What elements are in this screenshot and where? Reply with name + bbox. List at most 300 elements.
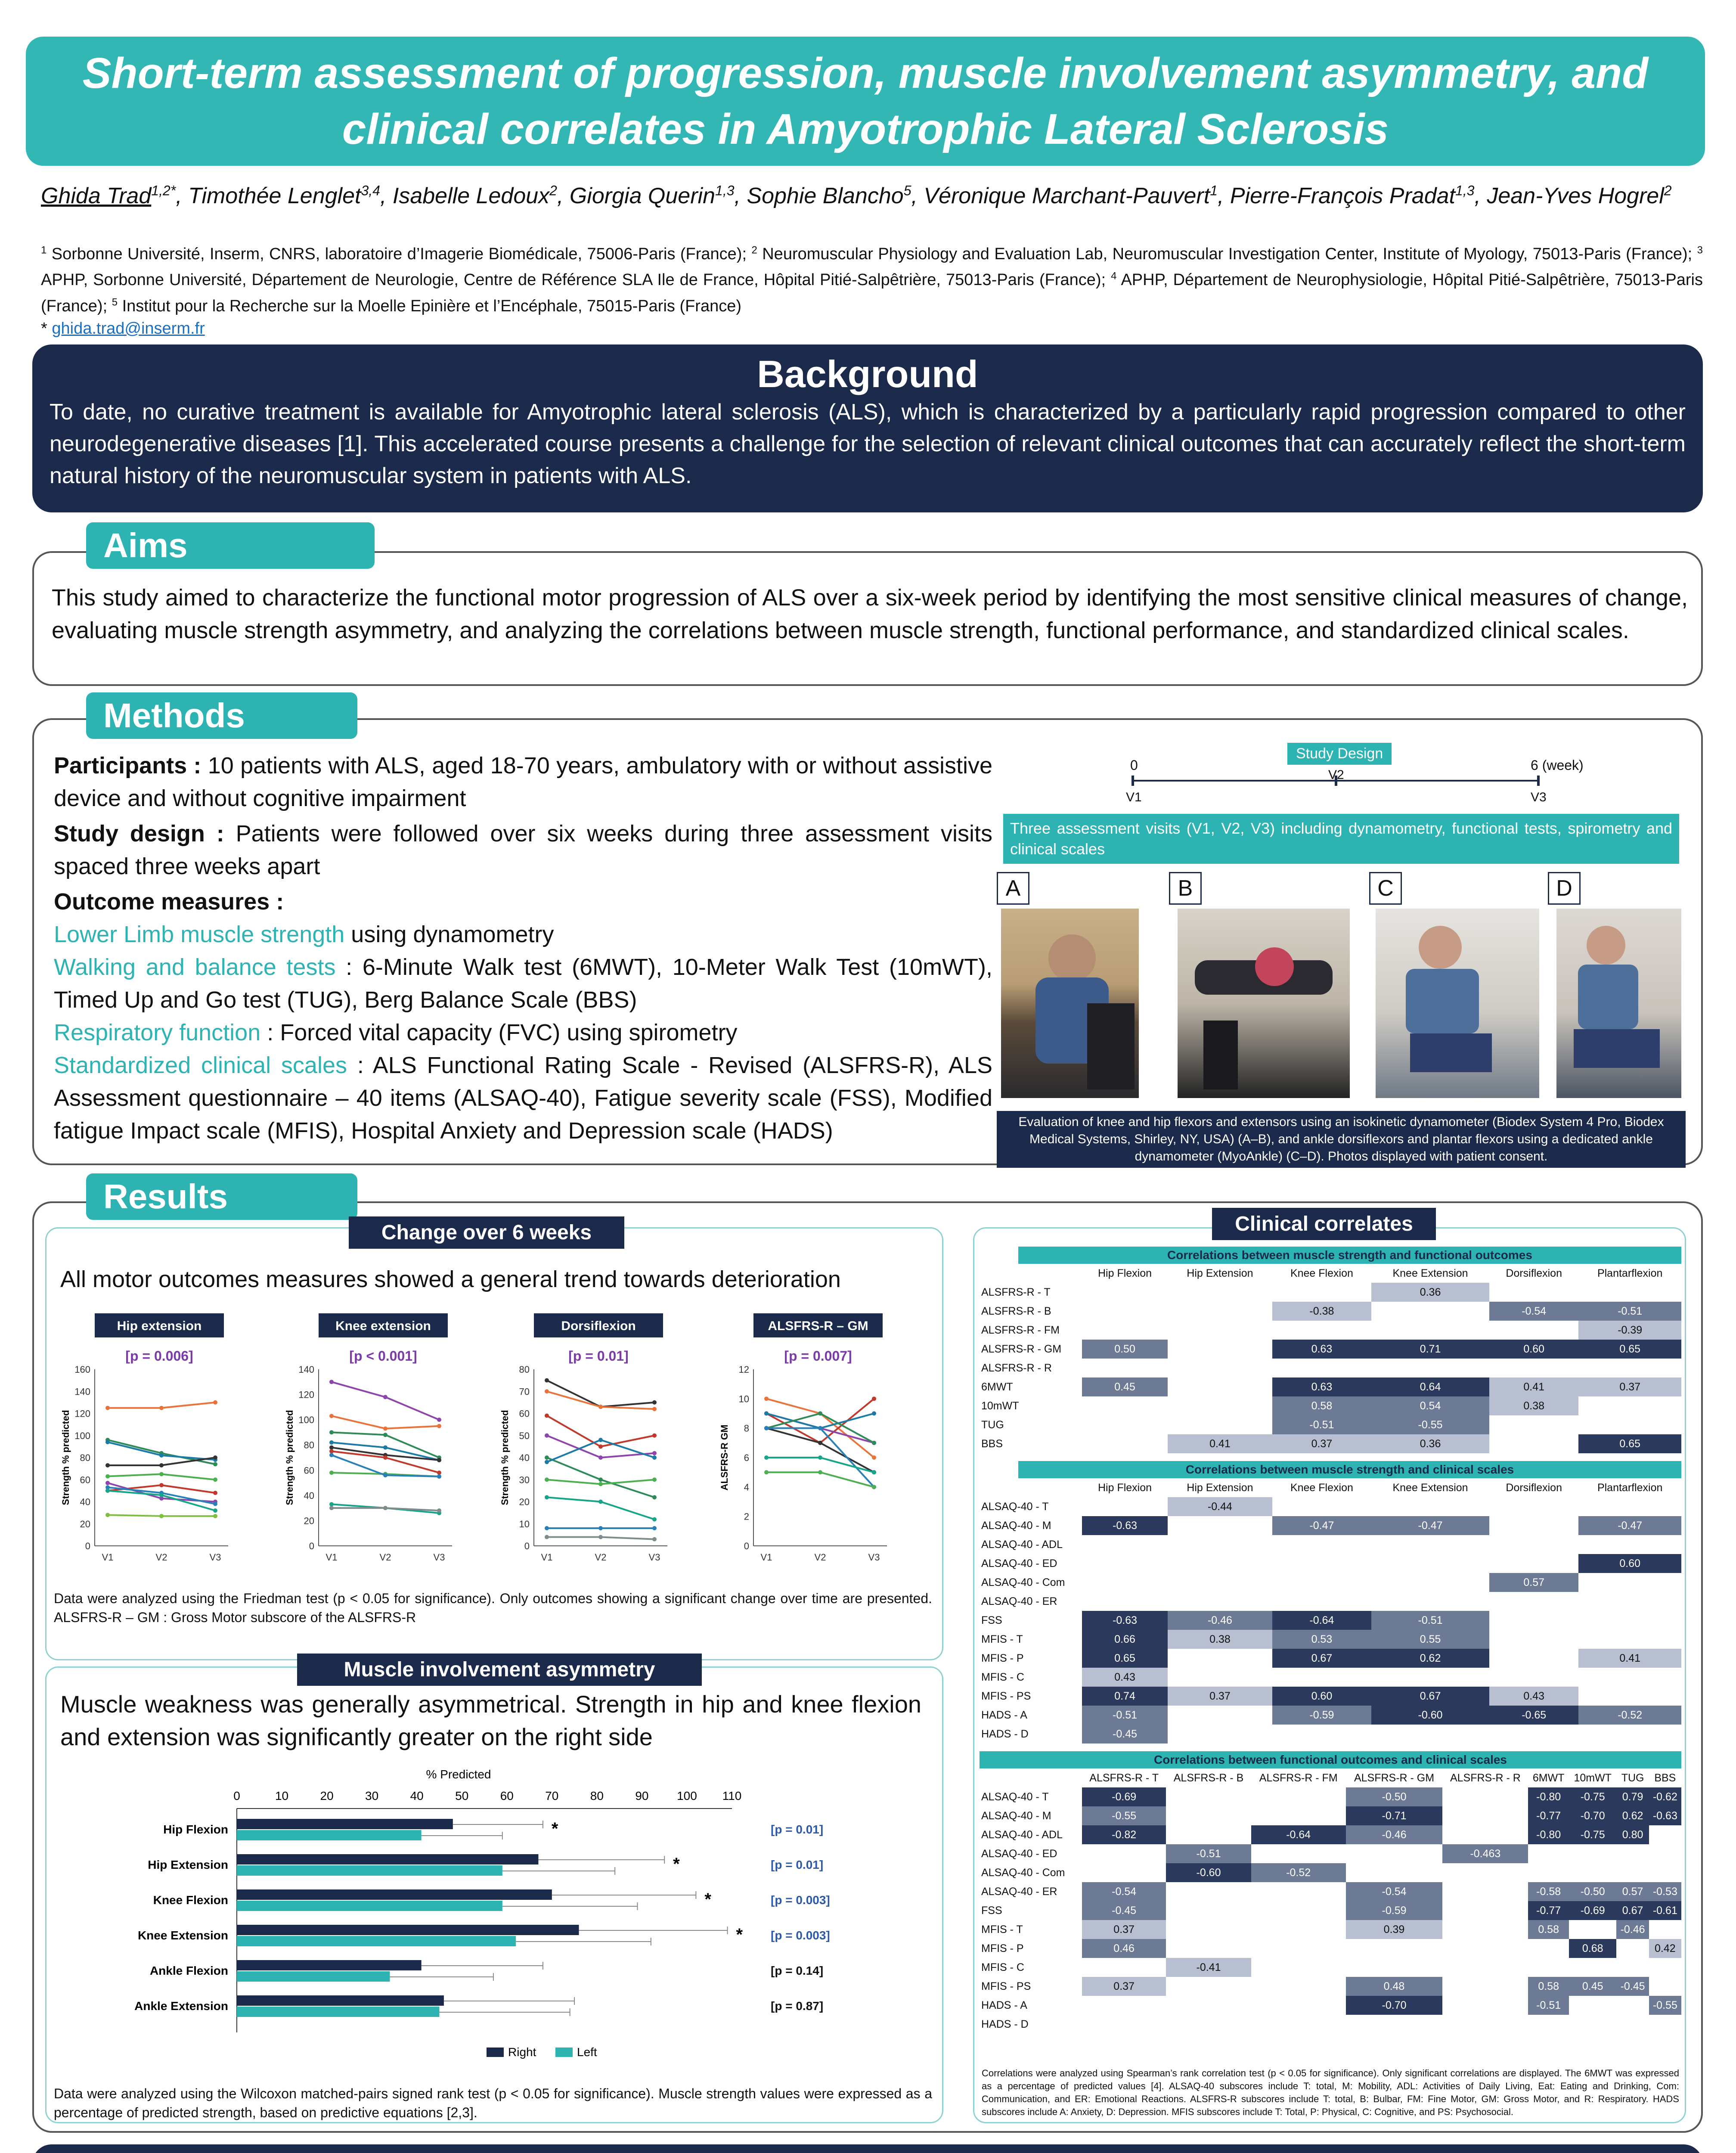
corr-col-header: Plantarflexion xyxy=(1597,1267,1663,1279)
data-point xyxy=(545,1495,549,1499)
change-text: All motor outcomes measures showed a general trend towards deterioration xyxy=(60,1266,841,1292)
email-link[interactable]: ghida.trad@inserm.fr xyxy=(52,320,205,338)
corr-cell xyxy=(1251,1844,1346,1863)
corr-row-label: HADS - D xyxy=(981,2018,1029,2030)
corr-cell: 0.46 xyxy=(1082,1939,1166,1958)
x-tick-label: V1 xyxy=(541,1552,553,1563)
corr-col-header: 10mWT xyxy=(1574,1771,1612,1784)
corr-cell xyxy=(1578,1283,1681,1302)
x-tick-label: 30 xyxy=(365,1789,379,1802)
corr-row-label: ALSFRS-R - GM xyxy=(981,1343,1062,1355)
corr-cell xyxy=(1616,2015,1649,2034)
corr-cell xyxy=(1082,1554,1168,1573)
corr-cell: 0.45 xyxy=(1082,1377,1168,1396)
corr-row xyxy=(980,1977,1681,1996)
corr-row-label: ALSAQ-40 - ADL xyxy=(981,1828,1063,1841)
corr-cell: 0.60 xyxy=(1489,1340,1578,1359)
corr-col-header: Dorsiflexion xyxy=(1506,1267,1562,1279)
corr-cell xyxy=(1569,1920,1617,1939)
corr-cell xyxy=(1168,1302,1272,1321)
corr-row xyxy=(980,1920,1681,1939)
corr-row-label: MFIS - T xyxy=(981,1633,1023,1645)
corr-cell: -0.54 xyxy=(1489,1302,1578,1321)
corr-cell: -0.46 xyxy=(1168,1611,1272,1630)
p-value: [p = 0.003] xyxy=(771,1893,830,1907)
data-point xyxy=(383,1446,388,1450)
corr-cell: -0.52 xyxy=(1578,1706,1681,1725)
data-point xyxy=(159,1493,164,1497)
corr-cell xyxy=(1168,1283,1272,1302)
corr-cell xyxy=(1168,1535,1272,1554)
series-line xyxy=(766,1472,874,1487)
outcome-item: Walking and balance tests : 6-Minute Walk test (6MWT), 10-Meter Walk Test (10mWT), Timed Up and Go test (TUG), Berg Balance Scale (BBS) xyxy=(54,954,992,1013)
corr-cell: -0.54 xyxy=(1082,1882,1166,1901)
corr-cell xyxy=(1251,1787,1346,1806)
data-point xyxy=(213,1491,217,1495)
bar xyxy=(237,1925,579,1935)
corr-cell: 0.79 xyxy=(1616,1787,1649,1806)
corr-cell xyxy=(1346,1939,1443,1958)
legend-swatch xyxy=(555,2048,573,2057)
data-point xyxy=(545,1477,549,1482)
x-tick-label: 100 xyxy=(677,1789,697,1802)
corr-row xyxy=(980,1787,1681,1806)
x-tick-label: 70 xyxy=(545,1789,559,1802)
corr-cell xyxy=(1168,1321,1272,1340)
visit-v3: V3 xyxy=(1531,790,1547,804)
corr-cell xyxy=(1168,1573,1272,1592)
methods-heading: Methods xyxy=(86,692,357,739)
corr-cell: -0.51 xyxy=(1272,1415,1371,1434)
corr-row-label: ALSFRS-R - R xyxy=(981,1362,1052,1374)
data-point xyxy=(159,1472,164,1476)
y-tick-label: 60 xyxy=(80,1474,90,1486)
author: Véronique Marchant-Pauvert$^1$, xyxy=(924,183,1230,209)
corr-cell xyxy=(1442,1996,1528,2015)
corr-cell: -0.69 xyxy=(1082,1787,1166,1806)
data-point xyxy=(818,1441,822,1445)
x-tick-label: V3 xyxy=(868,1552,880,1563)
y-tick-label: 4 xyxy=(744,1482,749,1493)
background-text: To date, no curative treatment is available for Amyotrophic lateral sclerosis (ALS), which is characterized by a particularly rapid progression compared to other neurodegenerative diseases [1]. This accelerated course presents a challenge for the selection of relevant clinical outcomes that can accurately reflect the short-term natural history of the neuromuscular system in patients with ALS. xyxy=(50,400,1686,488)
corr-col-header: Hip Extension xyxy=(1187,1267,1253,1279)
corr-cell xyxy=(1346,1844,1443,1863)
chart-title: Dorsiflexion xyxy=(561,1319,636,1333)
asym-bar-svg xyxy=(56,1765,939,2075)
data-point xyxy=(652,1526,657,1530)
corr-cell xyxy=(1528,1958,1569,1977)
corr-cell: -0.463 xyxy=(1442,1844,1528,1863)
bar xyxy=(237,1960,422,1970)
author: Giorgia Querin$^{1,3}$, xyxy=(569,183,747,209)
aims-heading: Aims xyxy=(86,522,375,569)
x-tick-label: 20 xyxy=(320,1789,334,1802)
corr-row xyxy=(980,1434,1681,1453)
corr-row-label: ALSAQ-40 - T xyxy=(981,1790,1049,1803)
data-point xyxy=(329,1446,334,1450)
chart-pvalue: [p < 0.001] xyxy=(349,1348,417,1364)
email-star: * xyxy=(41,320,47,338)
bar xyxy=(237,1819,453,1829)
corr-cell: -0.80 xyxy=(1528,1825,1569,1844)
corr-cell xyxy=(1082,1573,1168,1592)
corr-cell xyxy=(1251,1939,1346,1958)
significance-star: * xyxy=(673,1855,680,1874)
y-tick-label: 40 xyxy=(519,1452,530,1463)
corr-row xyxy=(980,1668,1681,1687)
corr-cell xyxy=(1489,1497,1578,1516)
y-tick-label: 120 xyxy=(298,1389,314,1400)
line-chart xyxy=(499,1313,667,1563)
category-label: Ankle Extension xyxy=(134,1999,228,2013)
corr-cell: -0.60 xyxy=(1166,1863,1251,1882)
corr-cell: -0.45 xyxy=(1616,1977,1649,1996)
corr-cell xyxy=(1166,1939,1251,1958)
corr-table xyxy=(980,1478,1681,1743)
data-point xyxy=(213,1508,217,1513)
y-tick-label: 80 xyxy=(80,1452,90,1463)
bar xyxy=(237,1901,502,1911)
results-heading: Results xyxy=(86,1173,357,1220)
corr-cell xyxy=(1082,1396,1168,1415)
corr-cell: 0.58 xyxy=(1528,1977,1569,1996)
corr-cell: 0.41 xyxy=(1168,1434,1272,1453)
corr-cell: -0.63 xyxy=(1649,1806,1681,1825)
corr-cell xyxy=(1442,1787,1528,1806)
data-point xyxy=(545,1460,549,1464)
corr-row-label: ALSAQ-40 - M xyxy=(981,1519,1051,1532)
corr-table xyxy=(980,1768,1681,2034)
corr-row-label: MFIS - PS xyxy=(981,1690,1031,1702)
data-point xyxy=(213,1514,217,1518)
data-point xyxy=(652,1400,657,1405)
corr-cell xyxy=(1168,1516,1272,1535)
data-point xyxy=(437,1418,441,1422)
corr-cell: -0.53 xyxy=(1649,1882,1681,1901)
y-tick-label: 160 xyxy=(74,1364,90,1375)
data-point xyxy=(105,1474,110,1479)
corr-cell xyxy=(1649,1863,1681,1882)
data-point xyxy=(545,1535,549,1539)
x-tick-label: 90 xyxy=(635,1789,649,1802)
corr-cell xyxy=(1578,1668,1681,1687)
corr-cell: -0.51 xyxy=(1166,1844,1251,1863)
category-label: Hip Flexion xyxy=(163,1823,228,1836)
author: Sophie Blancho$^5$, xyxy=(747,183,924,209)
author: Jean-Yves Hogrel$^2$ xyxy=(1487,183,1672,209)
corr-row xyxy=(980,1535,1681,1554)
y-tick-label: 50 xyxy=(519,1430,530,1441)
participants xyxy=(54,749,992,815)
visit-v1: V1 xyxy=(1126,790,1142,804)
corr-cell xyxy=(1528,1844,1569,1863)
data-point xyxy=(872,1470,876,1474)
data-point xyxy=(105,1463,110,1467)
corr-row-label: HADS - A xyxy=(981,1709,1027,1721)
series-line xyxy=(547,1381,654,1407)
corr-cell: -0.51 xyxy=(1578,1302,1681,1321)
visits-caption: Three assessment visits (V1, V2, V3) including dynamometry, functional tests, spirometry and clinical scales xyxy=(1003,814,1679,864)
data-point xyxy=(545,1455,549,1460)
corr-cell: -0.63 xyxy=(1082,1516,1168,1535)
corr-cell xyxy=(1166,1996,1251,2015)
corr-row xyxy=(980,1958,1681,1977)
corr-cell xyxy=(1569,1996,1617,2015)
corr-row xyxy=(980,1901,1681,1920)
correlation-tables xyxy=(980,1247,1681,2041)
data-point xyxy=(872,1412,876,1416)
data-point xyxy=(213,1455,217,1460)
corr-cell xyxy=(1489,1611,1578,1630)
corr-cell: 0.71 xyxy=(1371,1340,1489,1359)
y-tick-label: 120 xyxy=(74,1408,90,1419)
corr-cell: 0.36 xyxy=(1371,1434,1489,1453)
data-point xyxy=(105,1513,110,1517)
corr-row-label: ALSAQ-40 - ER xyxy=(981,1885,1057,1898)
corr-cell: 0.65 xyxy=(1578,1434,1681,1453)
participants-text: 10 patients with ALS, aged 18-70 years, ambulatory with or without assistive device and without cognitive impairment xyxy=(54,753,992,811)
corr-cell xyxy=(1489,1725,1578,1743)
data-point xyxy=(329,1380,334,1384)
corr-row-label: HADS - A xyxy=(981,1999,1027,2011)
corr-cell xyxy=(1168,1592,1272,1611)
bar xyxy=(237,1971,390,1982)
corr-cell xyxy=(1251,1977,1346,1996)
corr-cell xyxy=(1442,1958,1528,1977)
x-tick-label: 0 xyxy=(233,1789,240,1802)
corr-cell xyxy=(1272,1668,1371,1687)
data-point xyxy=(329,1414,334,1418)
corr-cell xyxy=(1649,1825,1681,1844)
data-point xyxy=(545,1433,549,1438)
corr-cell: 0.63 xyxy=(1272,1377,1371,1396)
participants-label: Participants : xyxy=(54,753,202,779)
photo-b-hip-dynamometer xyxy=(1178,909,1350,1098)
corr-cell: -0.64 xyxy=(1272,1611,1371,1630)
category-label: Hip Extension xyxy=(148,1858,228,1871)
corr-cell xyxy=(1272,1359,1371,1377)
corr-row xyxy=(980,1882,1681,1901)
corr-cell: 0.38 xyxy=(1489,1396,1578,1415)
corr-cell xyxy=(1272,1554,1371,1573)
corr-cell xyxy=(1251,1920,1346,1939)
design-label: Study design : xyxy=(54,821,224,847)
corr-col-header: Knee Flexion xyxy=(1290,1481,1353,1494)
corr-cell xyxy=(1489,1516,1578,1535)
x-tick-label: 60 xyxy=(500,1789,514,1802)
corr-col-header: Dorsiflexion xyxy=(1506,1481,1562,1494)
corr-row xyxy=(980,1649,1681,1668)
chart-pvalue: [p = 0.007] xyxy=(784,1348,852,1364)
corr-col-header: ALSFRS-R - GM xyxy=(1354,1771,1435,1784)
corr-cell xyxy=(1442,1920,1528,1939)
corr-cell xyxy=(1272,1573,1371,1592)
corr-cell: -0.51 xyxy=(1528,1996,1569,2015)
corr-row-label: MFIS - P xyxy=(981,1652,1024,1664)
data-point xyxy=(437,1508,441,1513)
outcome-item: Lower Limb muscle strength using dynamometry xyxy=(54,921,554,947)
p-value: [p = 0.01] xyxy=(771,1858,824,1871)
legend-label: Right xyxy=(508,2045,536,2059)
corr-cell xyxy=(1082,1359,1168,1377)
y-tick-label: 60 xyxy=(304,1465,314,1476)
data-point xyxy=(105,1481,110,1485)
corr-row-label: MFIS - C xyxy=(981,1961,1024,1973)
corr-row xyxy=(980,1415,1681,1434)
corr-cell xyxy=(1346,1863,1443,1882)
corr-row xyxy=(980,1687,1681,1706)
y-tick-label: 60 xyxy=(519,1408,530,1419)
contact-email xyxy=(41,320,205,338)
corr-cell: 0.48 xyxy=(1346,1977,1443,1996)
author: Ghida Trad$^{1,2*}$, xyxy=(41,183,189,209)
corr-col-header: Knee Extension xyxy=(1392,1267,1468,1279)
corr-row-label: FSS xyxy=(981,1904,1002,1917)
corr-cell: 0.67 xyxy=(1272,1649,1371,1668)
outcomes-label: Outcome measures : xyxy=(54,889,284,915)
corr-cell xyxy=(1489,1283,1578,1302)
corr-row xyxy=(980,1630,1681,1649)
data-point xyxy=(652,1517,657,1522)
p-value: [p = 0.14] xyxy=(771,1964,824,1977)
corr-cell xyxy=(1578,1592,1681,1611)
corr-row-label: ALSAQ-40 - T xyxy=(981,1500,1049,1513)
corr-cell xyxy=(1166,2015,1251,2034)
clin-title: Clinical correlates xyxy=(1212,1208,1436,1240)
corr-cell: -0.47 xyxy=(1578,1516,1681,1535)
data-point xyxy=(598,1405,603,1409)
corr-cell xyxy=(1578,1497,1681,1516)
corr-cell: -0.55 xyxy=(1649,1996,1681,2015)
corr-row-label: ALSAQ-40 - ER xyxy=(981,1595,1057,1607)
corr-cell xyxy=(1166,1806,1251,1825)
data-point xyxy=(818,1426,822,1430)
data-point xyxy=(652,1407,657,1411)
corr-cell xyxy=(1489,1592,1578,1611)
corr-cell xyxy=(1168,1554,1272,1573)
corr-cell xyxy=(1272,1592,1371,1611)
visit-v2: V2 xyxy=(1328,768,1344,782)
corr-cell: 0.36 xyxy=(1371,1283,1489,1302)
corr-col-header: Knee Flexion xyxy=(1290,1267,1353,1279)
legend-label: Left xyxy=(577,2045,597,2059)
corr-cell: -0.45 xyxy=(1082,1901,1166,1920)
corr-cell xyxy=(1251,1901,1346,1920)
corr-cell xyxy=(1272,1497,1371,1516)
y-tick-label: 140 xyxy=(74,1386,90,1397)
corr-cell xyxy=(1371,1497,1489,1516)
y-tick-label: 0 xyxy=(524,1541,530,1551)
asym-title: Muscle involvement asymmetry xyxy=(297,1654,702,1686)
corr-cell xyxy=(1272,1283,1371,1302)
affiliation: $^1$ Sorbonne Université, Inserm, CNRS, laboratoire d’Imagerie Biomédicale, 75006-Paris (France); xyxy=(41,244,752,263)
corr-col-header: Knee Extension xyxy=(1392,1481,1468,1494)
corr-cell xyxy=(1578,1573,1681,1592)
x-tick-label: 50 xyxy=(455,1789,469,1802)
x-tick-label: V3 xyxy=(648,1552,660,1563)
data-point xyxy=(598,1500,603,1504)
corr-cell: 0.55 xyxy=(1371,1630,1489,1649)
bar xyxy=(237,1865,502,1876)
y-tick-label: 80 xyxy=(519,1364,530,1375)
corr-col-header: Plantarflexion xyxy=(1597,1481,1663,1494)
corr-cell xyxy=(1616,1844,1649,1863)
corr-cell: 0.58 xyxy=(1272,1396,1371,1415)
series-line xyxy=(766,1414,874,1428)
corr-cell: 0.65 xyxy=(1082,1649,1168,1668)
corr-cell xyxy=(1168,1396,1272,1415)
data-point xyxy=(818,1412,822,1416)
change-title: Change over 6 weeks xyxy=(349,1216,624,1249)
data-point xyxy=(159,1453,164,1458)
corr-cell: -0.70 xyxy=(1346,1996,1443,2015)
corr-cell: 0.67 xyxy=(1616,1901,1649,1920)
corr-row xyxy=(980,1844,1681,1863)
y-tick-label: 10 xyxy=(738,1393,749,1405)
data-point xyxy=(872,1441,876,1445)
corr-cell: -0.80 xyxy=(1528,1787,1569,1806)
corr-cell: 0.42 xyxy=(1649,1939,1681,1958)
corr-cell xyxy=(1168,1377,1272,1396)
corr-table xyxy=(980,1264,1681,1453)
corr-cell xyxy=(1578,1630,1681,1649)
corr-cell: 0.37 xyxy=(1082,1977,1166,1996)
data-point xyxy=(437,1424,441,1428)
y-axis-label: Strength % predicted xyxy=(284,1410,295,1505)
outcome-item: Respiratory function : Forced vital capacity (FVC) using spirometry xyxy=(54,1020,738,1045)
significance-star: * xyxy=(551,1819,558,1838)
outcome-measures xyxy=(54,885,992,918)
data-point xyxy=(437,1458,441,1462)
corr-row-label: ALSAQ-40 - Com xyxy=(981,1576,1065,1588)
corr-row xyxy=(980,1554,1681,1573)
corr-cell: -0.69 xyxy=(1569,1901,1617,1920)
corr-col-header: 6MWT xyxy=(1532,1771,1565,1784)
corr-cell xyxy=(1569,1958,1617,1977)
corr-row-label: ALSAQ-40 - M xyxy=(981,1809,1051,1822)
corr-cell: 0.37 xyxy=(1168,1687,1272,1706)
corr-cell xyxy=(1166,1920,1251,1939)
corr-cell: 0.50 xyxy=(1082,1340,1168,1359)
corr-cell: 0.41 xyxy=(1578,1649,1681,1668)
background-section xyxy=(32,344,1703,512)
photo-d-ankle-dynamometer xyxy=(1556,909,1681,1098)
corr-row-label: ALSFRS-R - T xyxy=(981,1286,1051,1298)
corr-cell: 0.62 xyxy=(1371,1649,1489,1668)
corr-cell: -0.41 xyxy=(1166,1958,1251,1977)
y-tick-label: 20 xyxy=(80,1518,90,1529)
outcome-list xyxy=(54,918,992,1147)
corr-table-block xyxy=(980,1247,1681,1453)
corr-cell: -0.46 xyxy=(1346,1825,1443,1844)
corr-cell: 0.68 xyxy=(1569,1939,1617,1958)
bar xyxy=(237,1889,552,1900)
y-tick-label: 40 xyxy=(304,1490,314,1501)
series-line xyxy=(766,1399,874,1443)
corr-cell: 0.58 xyxy=(1528,1920,1569,1939)
data-point xyxy=(598,1526,603,1530)
corr-cell xyxy=(1082,1434,1168,1453)
corr-row-label: ALSAQ-40 - Com xyxy=(981,1866,1065,1879)
data-point xyxy=(329,1430,334,1434)
corr-cell xyxy=(1166,1882,1251,1901)
data-point xyxy=(818,1455,822,1460)
corr-cell: -0.51 xyxy=(1082,1706,1168,1725)
data-point xyxy=(545,1389,549,1393)
y-tick-label: 20 xyxy=(519,1496,530,1508)
y-tick-label: 40 xyxy=(80,1496,90,1508)
corr-cell: 0.45 xyxy=(1569,1977,1617,1996)
